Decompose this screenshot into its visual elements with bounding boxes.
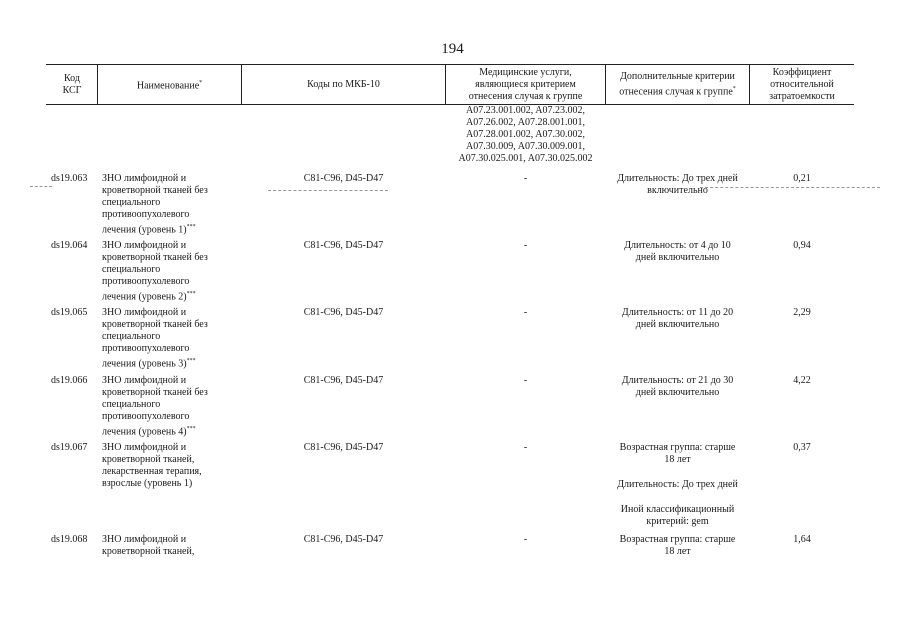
header-icd [242,65,445,104]
table-row-name [102,307,242,370]
name-line: противоопухолевого [102,411,190,422]
name-line: кроветворной тканей без [102,387,208,398]
name-line: специального [102,399,161,410]
name-line: кроветворной тканей, [102,546,195,557]
header-coef [750,65,854,104]
header-services-text: Медицинские услуги, являющиеся критерием отнесения случая к группе [468,66,583,102]
table-row-coef: 2,29 [793,307,811,318]
table-row-coef: 1,64 [793,534,811,545]
page-number: 194 [441,41,464,57]
criteria-line: дней включительно [635,319,720,330]
header-code [47,65,97,104]
service-code-line: A07.30.009, A07.30.009.001, [466,141,585,152]
footnote-mark: *** [186,224,196,230]
header-name-text: Наименование [136,80,200,92]
header-services [446,65,605,104]
criteria-line: 18 лет [664,454,691,465]
table-row-name [102,534,242,558]
table-row-services: - [523,240,528,251]
name-line: противоопухолевого [102,276,190,287]
name-line: кроветворной тканей без [102,185,208,196]
name-line: кроветворной тканей, [102,454,195,465]
criteria-line: Длительность: от 4 до 10 [624,240,731,251]
name-line: лечения (уровень 3) [102,358,187,370]
table-row-criteria [606,375,749,399]
criteria-line: 18 лет [664,546,691,557]
criteria-line: Возрастная группа: старше [619,442,736,453]
table-row-services: - [523,375,528,386]
footnote-mark: *** [186,291,196,297]
header-criteria-text: Дополнительные критерии отнесения случая к группе [619,70,735,98]
header-criteria-mark: * [732,85,736,92]
table-row-code: ds19.066 [51,375,88,386]
name-line: ЗНО лимфоидной и [102,240,187,251]
table-row-criteria [606,534,749,558]
scan-noise [30,186,52,188]
criteria-line: Возрастная группа: старше [619,534,736,545]
table-row-services: - [523,534,528,545]
table-row-name [102,375,242,438]
table-row-coef: 4,22 [793,375,811,386]
name-line: лечения (уровень 1) [102,224,187,236]
name-line: специального [102,264,161,275]
table-row-coef: 0,21 [793,173,811,184]
name-line: ЗНО лимфоидной и [102,534,187,545]
name-line: лекарственная терапия, [102,466,202,477]
service-code-line: A07.26.002, A07.28.001.001, [466,117,585,128]
name-line: ЗНО лимфоидной и [102,173,187,184]
name-line: кроветворной тканей без [102,252,208,263]
table-row-services: - [523,442,528,453]
header-code-text: Код КСГ [62,72,82,96]
table-row-icd: C81-C96, D45-D47 [303,375,384,386]
name-line: ЗНО лимфоидной и [102,375,187,386]
criteria-line: Длительность: До трех дней [617,173,738,184]
table-row-code: ds19.067 [51,442,88,453]
criteria-line: включительно [647,185,708,196]
name-line: кроветворной тканей без [102,319,208,330]
footnote-mark: *** [186,426,196,432]
table-row-criteria [606,173,749,197]
table-row-icd: C81-C96, D45-D47 [303,173,384,184]
criteria-line: Длительность: от 11 до 20 [621,307,734,318]
table-row-code: ds19.068 [51,534,88,545]
service-code-line: A07.30.025.001, A07.30.025.002 [458,153,593,164]
table-row-name [102,173,242,236]
criteria-line: дней включительно [635,387,720,398]
header-icd-text: Коды по МКБ-10 [307,78,380,90]
scan-noise [268,190,388,192]
table-row-icd: C81-C96, D45-D47 [303,534,384,545]
table-row-icd: C81-C96, D45-D47 [303,442,384,453]
table-row-coef: 0,37 [793,442,811,453]
table-row-code: ds19.064 [51,240,88,251]
criteria-line: Длительность: До трех дней [617,479,738,490]
header-criteria [606,65,749,104]
criteria-line: Длительность: от 21 до 30 [621,375,734,386]
header-name [98,65,241,104]
name-line: противоопухолевого [102,343,190,354]
name-line: противоопухолевого [102,209,190,220]
name-line: специального [102,331,161,342]
name-line: лечения (уровень 4) [102,426,187,438]
footnote-mark: *** [186,358,196,364]
name-line: лечения (уровень 2) [102,291,187,303]
table-row-criteria [606,442,749,528]
table-row-code: ds19.065 [51,307,88,318]
table-row-name [102,240,242,303]
header-coef-text: Коэффициент относительной затратоемкости [769,66,835,102]
name-line: ЗНО лимфоидной и [102,442,187,453]
table-row-icd: C81-C96, D45-D47 [303,240,384,251]
criteria-line: дней включительно [635,252,720,263]
criteria-line: критерий: gem [646,516,709,527]
name-line: ЗНО лимфоидной и [102,307,187,318]
continued-services [446,105,605,165]
service-code-line: A07.23.001.002, A07.23.002, [466,105,585,116]
criteria-line: Иной классификационный [620,504,735,515]
table-row-coef: 0,94 [793,240,811,251]
name-line: специального [102,197,161,208]
table-row-services: - [523,307,528,318]
table-row-name [102,442,242,490]
table-row-code: ds19.063 [51,173,88,184]
table-row-services: - [523,173,528,184]
table-row-criteria [606,240,749,264]
name-line: взрослые (уровень 1) [102,478,193,489]
service-code-line: A07.28.001.002, A07.30.002, [466,129,585,140]
header-name-mark: * [199,79,203,86]
table-row-icd: C81-C96, D45-D47 [303,307,384,318]
table-row-criteria [606,307,749,331]
